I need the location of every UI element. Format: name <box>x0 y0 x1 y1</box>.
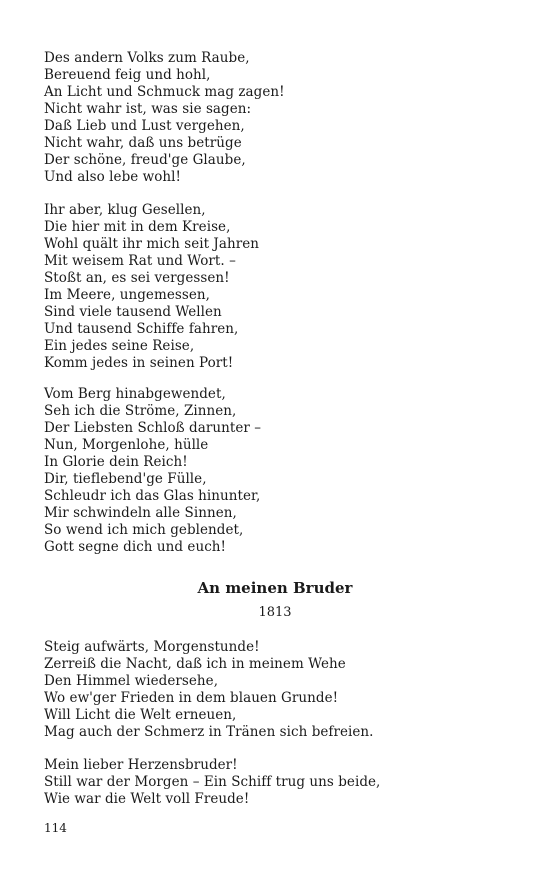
page-number: 114 <box>44 821 67 835</box>
verse-line: Und also lebe wohl! <box>44 169 182 185</box>
verse-line: Sind viele tausend Wellen <box>44 304 222 320</box>
verse-line: Wo ew'ger Frieden in dem blauen Grunde! <box>44 690 339 706</box>
verse-line: Dir, tieflebend'ge Fülle, <box>44 471 207 487</box>
verse-line: Stoßt an, es sei vergessen! <box>44 270 230 286</box>
verse-line: Mir schwindeln alle Sinnen, <box>44 505 237 521</box>
stanza <box>44 50 514 186</box>
verse-line: Seh ich die Ströme, Zinnen, <box>44 403 237 419</box>
verse-line: Mit weisem Rat und Wort. – <box>44 253 236 269</box>
verse-line: Komm jedes in seinen Port! <box>44 355 234 371</box>
verse-line: Nun, Morgenlohe, hülle <box>44 437 209 453</box>
verse-line: Des andern Volks zum Raube, <box>44 50 250 66</box>
verse-line: Wohl quält ihr mich seit Jahren <box>44 236 260 252</box>
verse-line: Nicht wahr, daß uns betrüge <box>44 135 242 151</box>
verse-line: Zerreiß die Nacht, daß ich in meinem Wehe <box>44 656 346 672</box>
verse-line: Gott segne dich und euch! <box>44 539 227 555</box>
verse-line: Der schöne, freud'ge Glaube, <box>44 152 246 168</box>
verse-line: Der Liebsten Schloß darunter – <box>44 420 261 436</box>
verse-line: Und tausend Schiffe fahren, <box>44 321 239 337</box>
verse-line: Still war der Morgen – Ein Schiff trug uns beide, <box>44 774 381 790</box>
stanza <box>44 202 514 372</box>
verse-line: Wie war die Welt voll Freude! <box>44 791 250 807</box>
verse-line: Ein jedes seine Reise, <box>44 338 195 354</box>
verse-line: So wend ich mich geblendet, <box>44 522 244 538</box>
stanza <box>44 386 514 556</box>
poem-title: An meinen Bruder <box>197 579 353 597</box>
stanza <box>44 757 514 808</box>
verse-line: Daß Lieb und Lust vergehen, <box>44 118 245 134</box>
stanza <box>44 639 514 741</box>
verse-line: Bereuend feig und hohl, <box>44 67 211 83</box>
verse-line: Steig aufwärts, Morgenstunde! <box>44 639 260 655</box>
verse-line: Im Meere, ungemessen, <box>44 287 210 303</box>
verse-line: Den Himmel wiedersehe, <box>44 673 219 689</box>
verse-line: In Glorie dein Reich! <box>44 454 188 470</box>
verse-line: Ihr aber, klug Gesellen, <box>44 202 206 218</box>
verse-line: Mein lieber Herzensbruder! <box>44 757 238 773</box>
verse-line: An Licht und Schmuck mag zagen! <box>44 84 285 100</box>
verse-line: Nicht wahr ist, was sie sagen: <box>44 101 252 117</box>
verse-line: Vom Berg hinabgewendet, <box>44 386 226 402</box>
verse-line: Will Licht die Welt erneuen, <box>44 707 237 723</box>
verse-line: Schleudr ich das Glas hinunter, <box>44 488 261 504</box>
verse-line: Die hier mit in dem Kreise, <box>44 219 231 235</box>
poem-year: 1813 <box>258 605 292 620</box>
verse-line: Mag auch der Schmerz in Tränen sich befreien. <box>44 724 374 740</box>
